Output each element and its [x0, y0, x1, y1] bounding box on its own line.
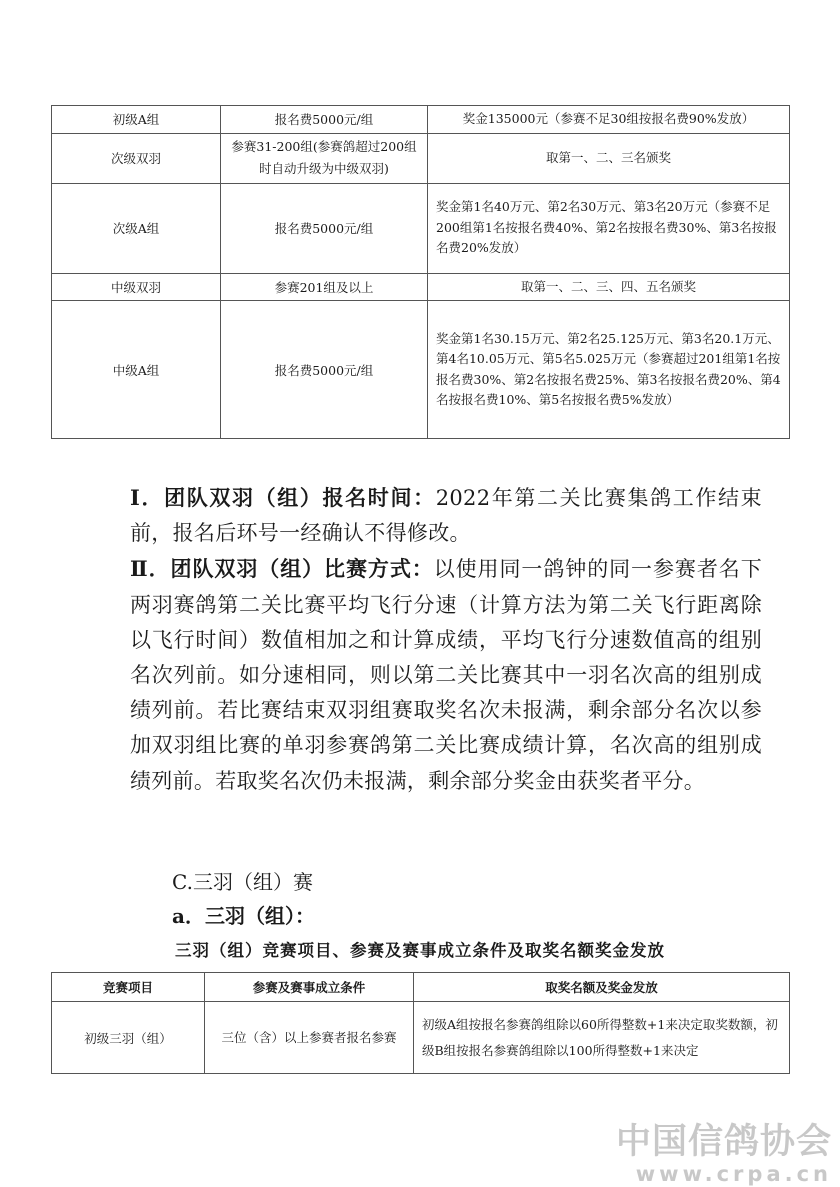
table-row	[52, 273, 790, 301]
section-label: Ⅰ．团队双羽（组）报名时间：	[130, 485, 436, 510]
table-cell-condition: 报名费5000元/组	[221, 183, 428, 273]
watermark	[616, 1114, 832, 1186]
rules-text	[90, 480, 762, 799]
paragraph-competition-method	[90, 551, 762, 798]
award-table-team-pairs	[51, 105, 790, 439]
table-cell-item: 次级A组	[52, 183, 221, 273]
section-heading-a: a．三羽（组）：	[172, 904, 315, 928]
table-row	[52, 133, 790, 183]
section-text: 以使用同一鸽钟的同一参赛者名下两羽赛鸽第二关比赛平均飞行分速（计算方法为第二关飞行距离除以飞行时间）数值相加之和计算成绩，平均飞行分速数值高的组别名次列前。如分速相同，则以第二关比赛其中一羽名次高的组别成绩列前。若比赛结束双羽组赛取奖名次未报满，剩余部分名次以参加双羽组比赛的单羽参赛鸽第二关比赛成绩计算，名次高的组别成绩列前。若取奖名次仍未报满，剩余部分奖金由获奖者平分。	[130, 557, 762, 793]
table-title: 三羽（组）竞赛项目、参赛及赛事成立条件及取奖名额奖金发放	[175, 941, 665, 960]
table-header-row	[52, 973, 790, 1002]
award-table-team-triples	[51, 972, 790, 1074]
header-cell-condition: 参赛及赛事成立条件	[205, 973, 414, 1002]
table-cell-item: 次级双羽	[52, 133, 221, 183]
header-cell-item: 竞赛项目	[52, 973, 205, 1002]
table-cell-condition: 报名费5000元/组	[221, 106, 428, 134]
watermark-url: www.crpa.cn	[635, 1162, 832, 1186]
table-cell-prize: 取第一、二、三、四、五名颁奖	[428, 273, 790, 301]
table-row	[52, 1002, 790, 1074]
table-cell-prize: 奖金第1名40万元、第2名30万元、第3名20万元（参赛不足200组第1名按报名费40%、第2名按报名费30%、第3名按报名费20%发放）	[428, 183, 790, 273]
table-cell-condition: 参赛201组及以上	[221, 273, 428, 301]
watermark-name: 中国信鸽协会	[615, 1122, 832, 1162]
table-row	[52, 183, 790, 273]
table-cell-prize: 奖金135000元（参赛不足30组按报名费90%发放）	[428, 106, 790, 134]
table-cell-item: 初级A组	[52, 106, 221, 134]
section-label: Ⅱ．团队双羽（组）比赛方式：	[130, 556, 434, 582]
table-cell-prize: 初级A组按报名参赛鸽组除以60所得整数+1来决定取奖数额，初级B组按报名参赛鸽组除以100所得整数+1来决定	[414, 1002, 790, 1074]
table-cell-item: 中级A组	[52, 301, 221, 439]
table-cell-condition: 报名费5000元/组	[221, 301, 428, 439]
section-heading-c: C.三羽（组）赛	[172, 870, 313, 894]
paragraph-registration-time	[90, 480, 762, 551]
table-cell-item: 初级三羽（组）	[52, 1002, 205, 1074]
header-cell-prize: 取奖名额及奖金发放	[414, 973, 790, 1002]
table-cell-condition: 参赛31-200组(参赛鸽超过200组时自动升级为中级双羽)	[221, 133, 428, 183]
table-cell-prize: 奖金第1名30.15万元、第2名25.125万元、第3名20.1万元、第4名10.05万元、第5名5.025万元（参赛超过201组第1名按报名费30%、第2名按报名费25%、第3名按报名费20%、第4名按报名费10%、第5名按报名费5%发放）	[428, 301, 790, 439]
table-cell-item: 中级双羽	[52, 273, 221, 301]
table-cell-condition: 三位（含）以上参赛者报名参赛	[205, 1002, 414, 1074]
table-cell-prize: 取第一、二、三名颁奖	[428, 133, 790, 183]
table-row	[52, 301, 790, 439]
table-row	[52, 106, 790, 134]
section-text: 2022年第二关比赛集鸽工作结束前，报名后环号一经确认不得修改。	[130, 486, 762, 546]
